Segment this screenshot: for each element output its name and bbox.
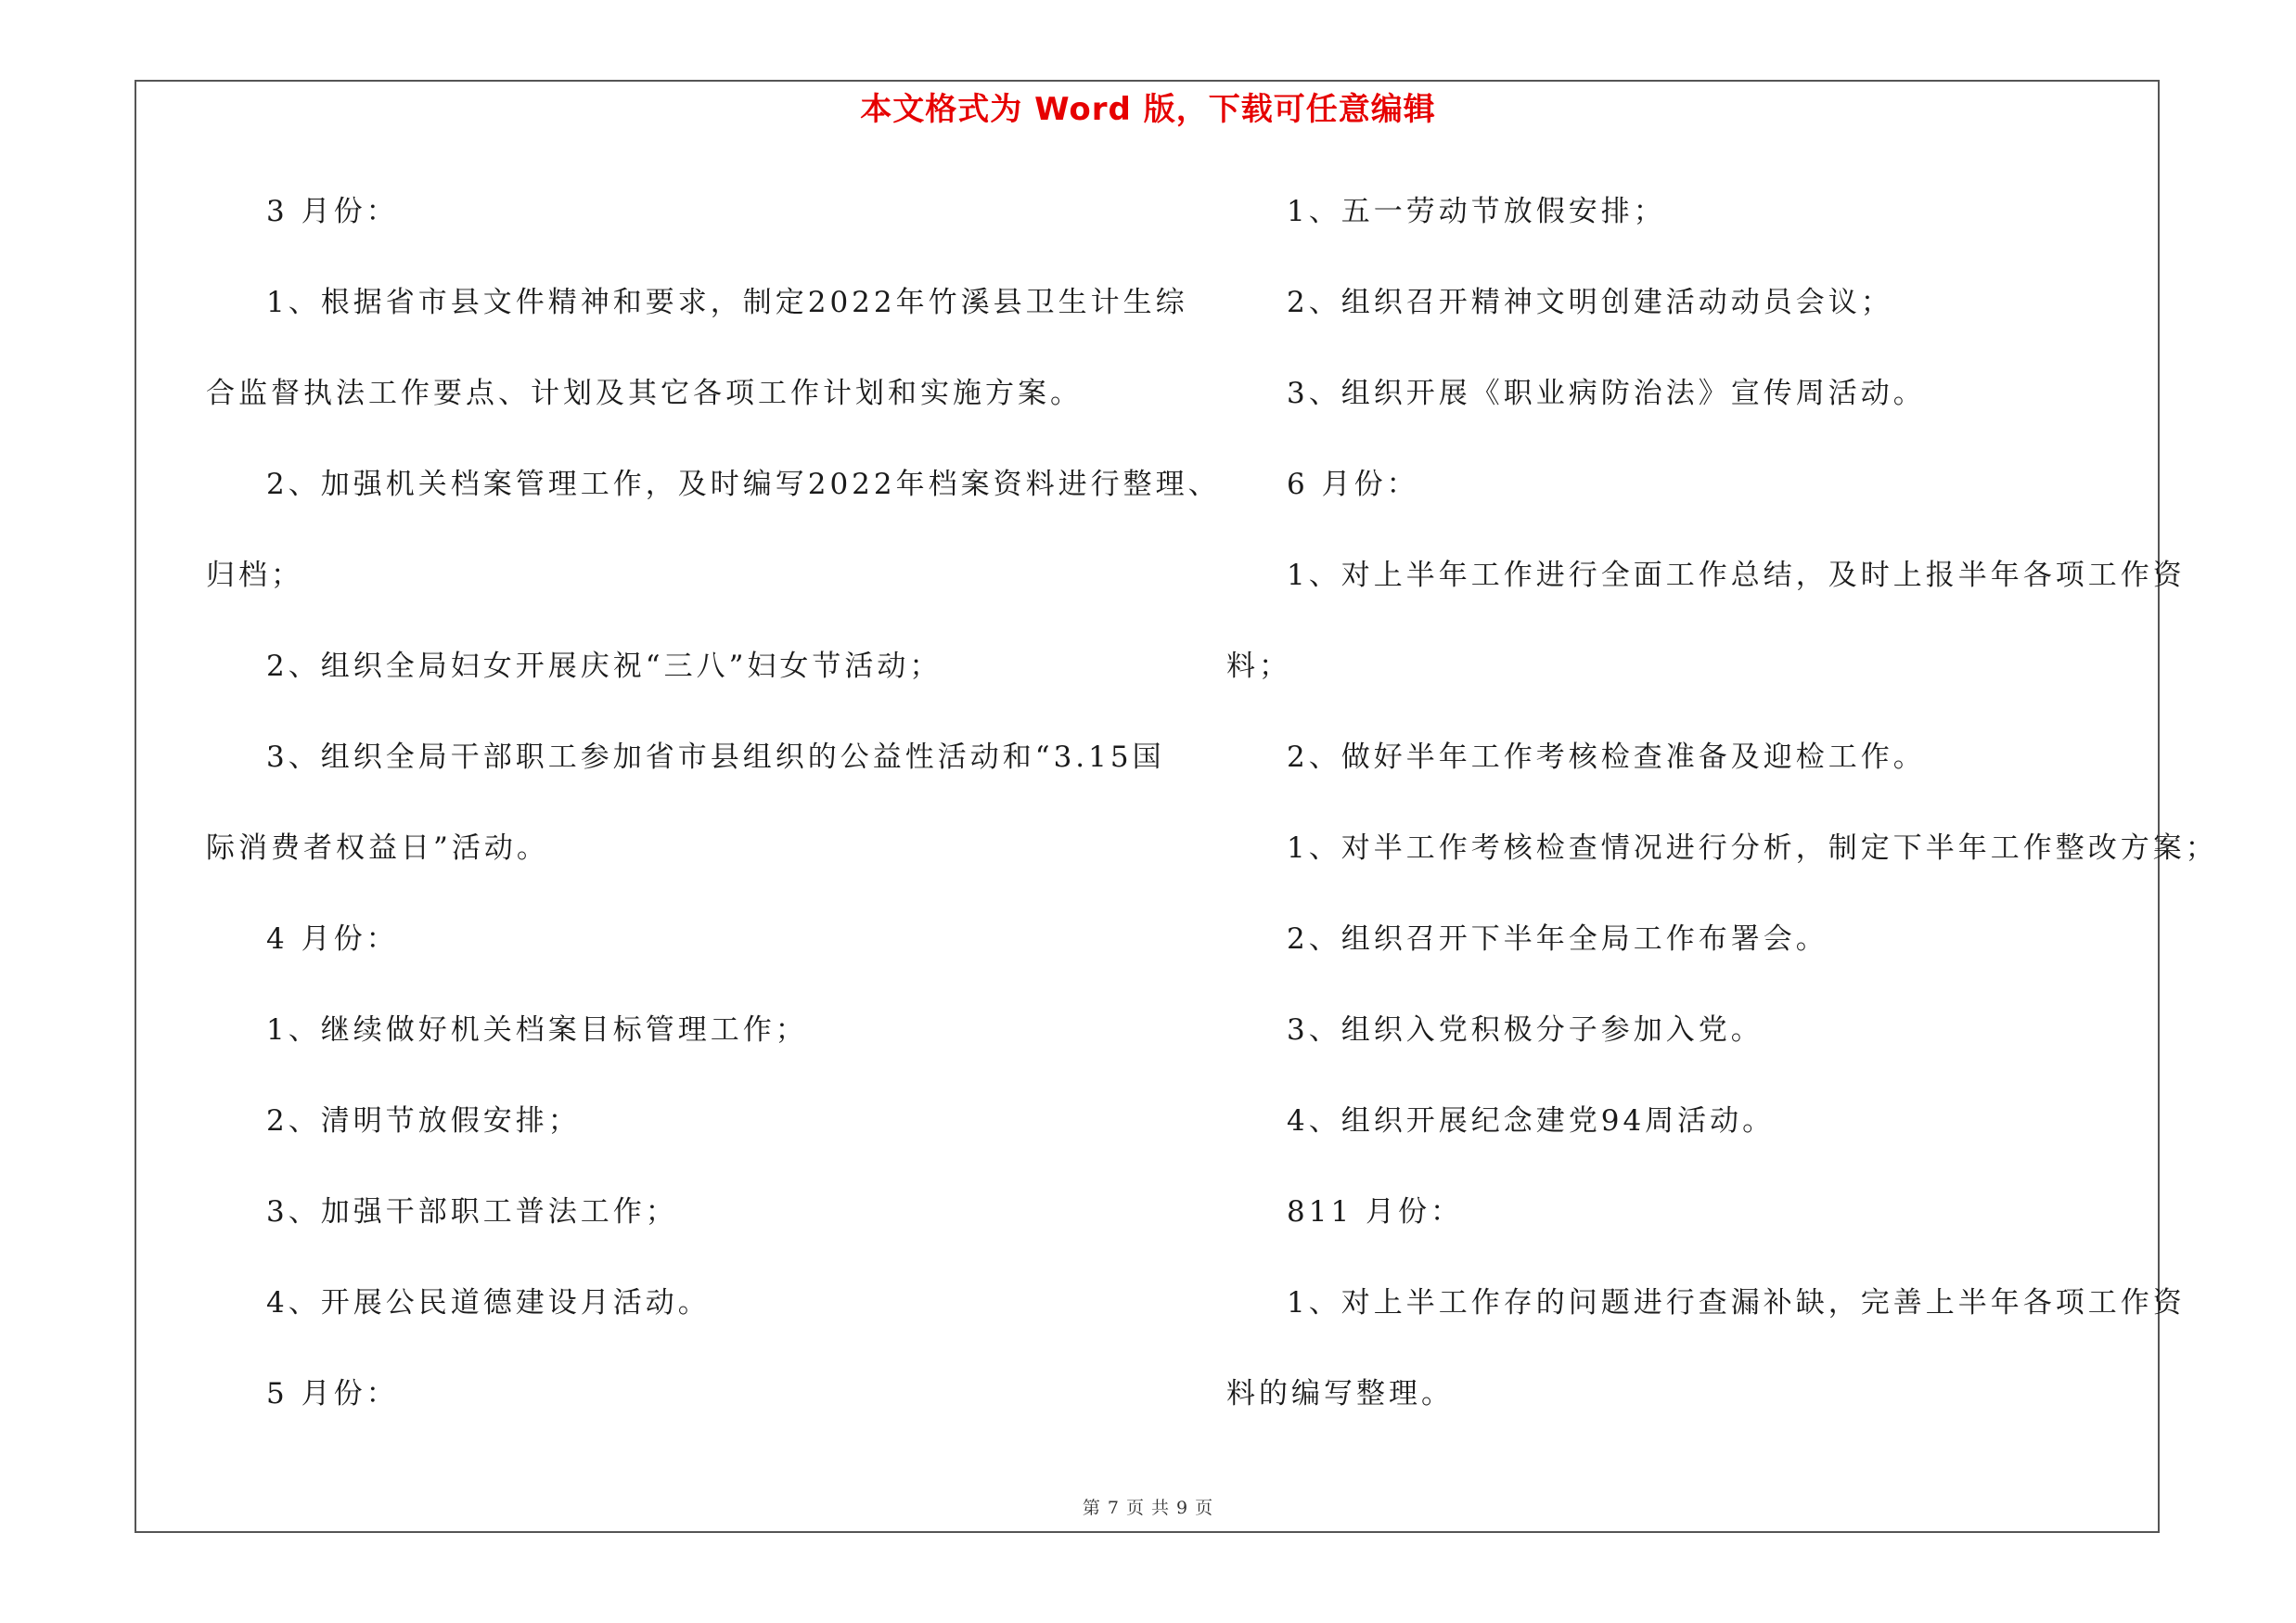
text-line: 合监督执法工作要点、计划及其它各项工作计划和实施方案。: [206, 377, 1083, 410]
text-line: 1、继续做好机关档案目标管理工作；: [266, 1013, 808, 1047]
text-line: 4 月份：: [266, 922, 399, 956]
text-line: 4、组织开展纪念建党94周活动。: [1287, 1104, 1776, 1138]
text-line: 1、五一劳动节放假安排；: [1287, 195, 1666, 228]
header-banner-text: 本文格式为 Word 版，下载可任意编辑: [860, 91, 1436, 128]
text-line: 3、组织开展《职业病防治法》宣传周活动。: [1287, 377, 1926, 410]
text-line: 1、根据省市县文件精神和要求，制定2022年竹溪县卫生计生综: [266, 286, 1188, 319]
text-line: 2、加强机关档案管理工作，及时编写2022年档案资料进行整理、: [266, 468, 1221, 501]
header-banner: [0, 89, 2296, 130]
page-number-label: 第 7 页 共 9 页: [1082, 1498, 1214, 1518]
text-line: 5 月份：: [266, 1377, 399, 1410]
text-line: 6 月份：: [1287, 468, 1419, 501]
text-line: 2、组织全局妇女开展庆祝“三八”妇女节活动；: [266, 650, 943, 683]
text-line: 3 月份：: [266, 195, 399, 228]
text-line: 811 月份：: [1287, 1195, 1464, 1229]
text-line: 2、清明节放假安排；: [266, 1104, 581, 1138]
text-line: 1、对半工作考核检查情况进行分析，制定下半年工作整改方案；: [1287, 831, 2218, 865]
text-line: 3、组织入党积极分子参加入党。: [1287, 1013, 1764, 1047]
text-line: 2、组织召开精神文明创建活动动员会议；: [1287, 286, 1893, 319]
text-line: 料；: [1226, 650, 1291, 683]
right-column: [1226, 186, 2218, 1459]
text-line: 1、对上半年工作进行全面工作总结，及时上报半年各项工作资: [1287, 559, 2186, 592]
left-column: [206, 186, 1221, 1459]
text-line: 4、开展公民道德建设月活动。: [266, 1286, 711, 1320]
page-footer: [0, 1494, 2296, 1519]
text-line: 3、组织全局干部职工参加省市县组织的公益性活动和“3.15国: [266, 741, 1165, 774]
text-line: 2、组织召开下半年全局工作布署会。: [1287, 922, 1828, 956]
text-line: 1、对上半工作存的问题进行查漏补缺，完善上半年各项工作资: [1287, 1286, 2186, 1320]
text-line: 料的编写整理。: [1226, 1377, 1454, 1410]
text-line: 3、加强干部职工普法工作；: [266, 1195, 678, 1229]
text-line: 2、做好半年工作考核检查准备及迎检工作。: [1287, 741, 1926, 774]
text-line: 归档；: [206, 559, 303, 592]
text-line: 际消费者权益日”活动。: [206, 831, 549, 865]
